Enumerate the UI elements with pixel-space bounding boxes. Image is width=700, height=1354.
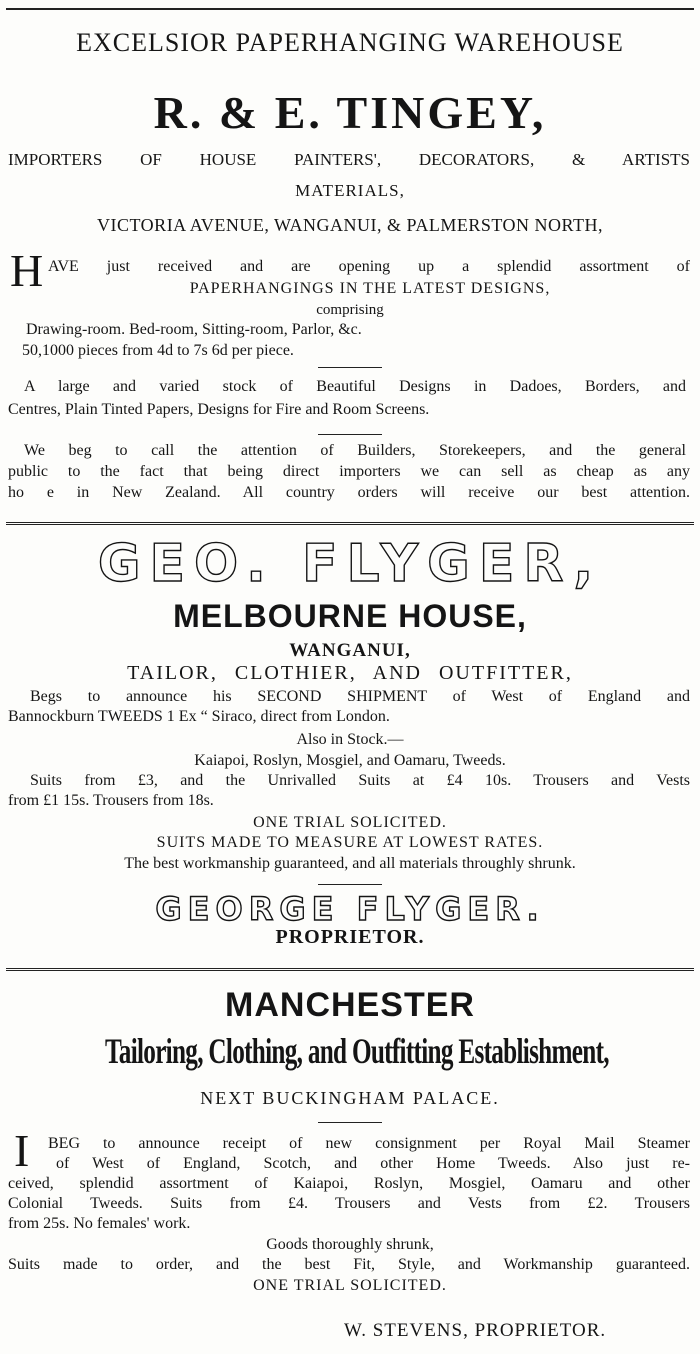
drop-cap-i: I	[14, 1125, 30, 1176]
warehouse-banner: EXCELSIOR PAPERHANGING WAREHOUSE	[76, 28, 624, 57]
trial-solicited: ONE TRIAL SOLICITED.	[253, 814, 447, 831]
top-rule	[6, 8, 694, 10]
suits-price: Suits from £3, and the Unrivalled Suits at £4 10s. Trousers and Vests	[30, 772, 690, 789]
trousers-price: from £1 15s. Trousers from 18s.	[8, 792, 214, 809]
firm-name: R. & E. TINGEY,	[153, 87, 547, 138]
announce-line-4: Colonial Tweeds. Suits from £4. Trousers and Vests from £2. Trousers	[8, 1195, 690, 1212]
proprietor-title: PROPRIETOR.	[275, 926, 425, 948]
geo-flyger-heading: GEO. FLYGER,	[97, 534, 603, 594]
divider	[318, 367, 382, 368]
trade: TAILOR, CLOTHIER, AND OUTFITTER,	[127, 662, 573, 684]
shipment-line-2: Bannockburn TWEEDS 1 Ex “ Siraco, direct from London.	[8, 708, 390, 725]
attention-line-3: ho e in New Zealand. All country orders will receive our best attention.	[8, 484, 690, 501]
announce-line-3: ceived, splendid assortment of Kaiapoi, Roslyn, Mosgiel, Oamaru and other	[8, 1175, 690, 1192]
location: NEXT BUCKINGHAM PALACE.	[200, 1088, 500, 1108]
trial-solicited-2: ONE TRIAL SOLICITED.	[253, 1277, 447, 1294]
stevens-signature: W. STEVENS, PROPRIETOR.	[344, 1320, 607, 1341]
announce-line-5: from 25s. No females' work.	[8, 1215, 191, 1232]
paperhangings-heading: PAPERHANGINGS IN THE LATEST DESIGNS,	[189, 280, 551, 297]
rooms-list: Drawing-room. Bed-room, Sitting-room, Parlor, &c.	[26, 321, 362, 338]
trade-description: IMPORTERS OF HOUSE PAINTERS', DECORATORS, & ARTISTS	[8, 150, 690, 169]
announce-line-1: BEG to announce receipt of new consignment per Royal Mail Steamer	[48, 1135, 690, 1152]
stock-line-2: Centres, Plain Tinted Papers, Designs for Fire and Room Screens.	[8, 401, 430, 418]
goods-shrunk: Goods thoroughly shrunk,	[266, 1236, 434, 1253]
melbourne-house: MELBOURNE HOUSE,	[173, 598, 527, 634]
intro-line: AVE just received and are opening up a splendid assortment of	[48, 258, 690, 275]
tweeds-list: Kaiapoi, Roslyn, Mosgiel, and Oamaru, Tweeds.	[194, 752, 506, 769]
town: WANGANUI,	[289, 640, 411, 661]
section-divider	[6, 968, 694, 971]
attention-line-2: public to the fact that being direct importers we can sell as cheap as any	[8, 463, 690, 480]
establishment-heading: Tailoring, Clothing, and Outfitting Establishment,	[105, 1031, 609, 1071]
divider	[318, 884, 382, 885]
announce-line-2: of West of England, Scotch, and other Home Tweeds. Also just re-	[56, 1155, 690, 1172]
trade-description-cont: MATERIALS,	[295, 181, 405, 200]
suits-made-line: Suits made to order, and the best Fit, Style, and Workmanship guaranteed.	[8, 1256, 690, 1273]
comprising-label: comprising	[316, 302, 384, 318]
divider	[318, 434, 382, 435]
drop-cap-h: H	[10, 245, 44, 296]
section-divider	[6, 522, 694, 525]
attention-line-1: We beg to call the attention of Builders, Storekeepers, and the general	[24, 442, 686, 459]
price-line: 50,1000 pieces from 4d to 7s 6d per piece.	[22, 342, 294, 359]
workmanship-line: The best workmanship guaranteed, and all materials throughly shrunk.	[124, 855, 576, 872]
stock-line-1: A large and varied stock of Beautiful Designs in Dadoes, Borders, and	[24, 378, 686, 395]
made-to-measure: SUITS MADE TO MEASURE AT LOWEST RATES.	[156, 834, 544, 851]
george-flyger-signature: GEORGE FLYGER.	[155, 890, 545, 928]
divider	[318, 1122, 382, 1123]
shipment-line-1: Begs to announce his SECOND SHIPMENT of West of England and	[30, 688, 690, 705]
manchester-title: MANCHESTER	[225, 986, 475, 1024]
also-in-stock: Also in Stock.—	[296, 731, 404, 748]
address: VICTORIA AVENUE, WANGANUI, & PALMERSTON NORTH,	[97, 215, 603, 235]
